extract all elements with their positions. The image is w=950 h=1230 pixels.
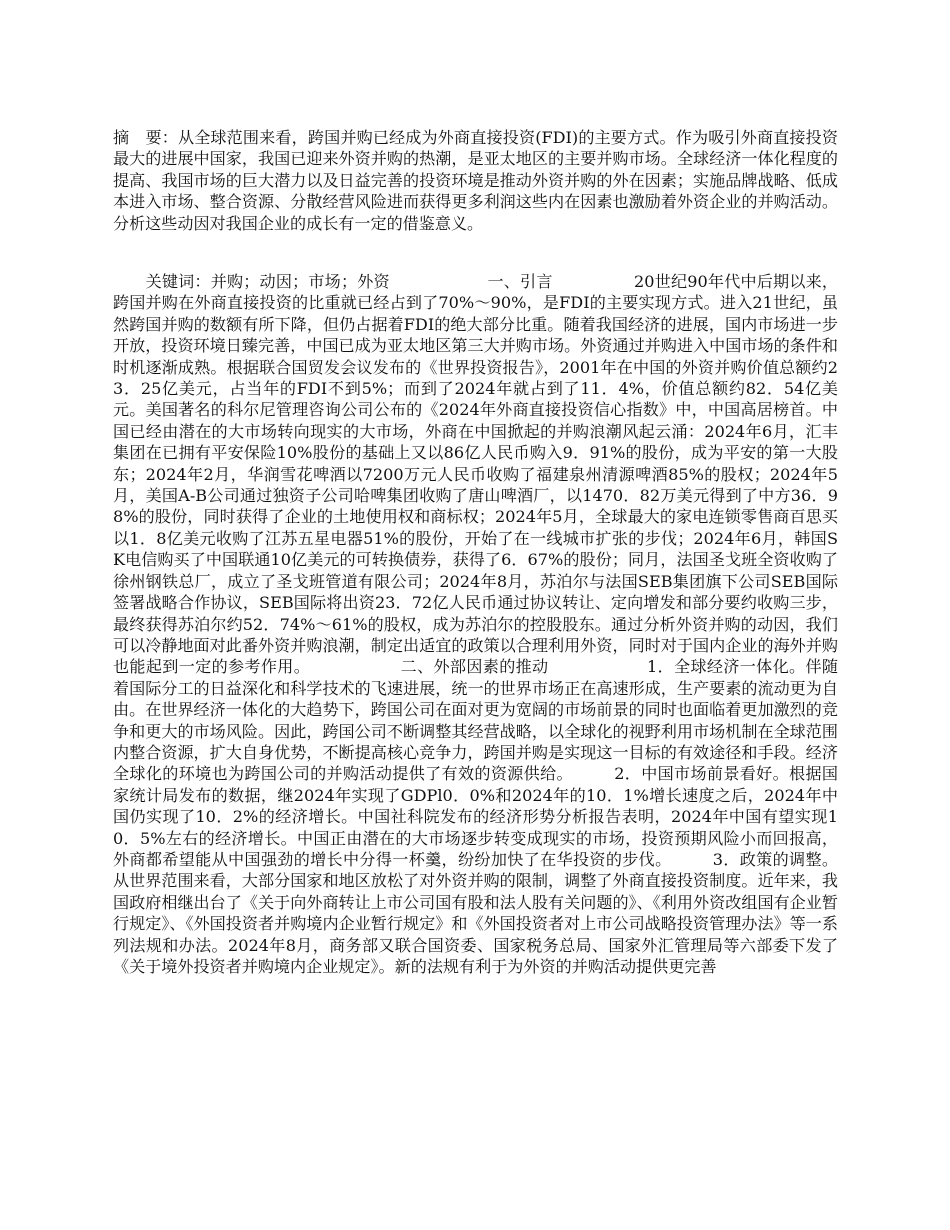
abstract-paragraph: 摘 要：从全球范围来看，跨国并购已经成为外商直接投资(FDI)的主要方式。作为吸引外商直接投资最大的进展中国家，我国已迎来外资并购的热潮，是亚太地区的主要并购市场。全球经济一体化程度的提高、我国市场的巨大潜力以及日益完善的投资环境是推动外资并购的外在因素；实施品牌战略、低成本进入市场、整合资源、分散经营风险进而获得更多利润这些内在因素也激励着外资企业的并购活动。分析这些动因对我国企业的成长有一定的借鉴意义。 [113, 128, 838, 233]
body-paragraph: 关键词：并购；动因；市场；外资 一、引言 20世纪90年代中后期以来，跨国并购在外商直接投资的比重就已经占到了70%～90%，是FDI的主要实现方式。进入21世纪，虽然跨国并购的数额有所下降，但仍占据着FDI的绝大部分比重。随着我国经济的进展，国内市场进一步开放，投资环境日臻完善，中国已成为亚太地区第三大并购市场。外资通过并购进入中国市场的条件和时机逐渐成熟。根据联合国贸发会议发布的《世界投资报告》，2001年在中国的外资并购价值总额约23．25亿美元，占当年的FDI不到5%；而到了2024年就占到了11．4%，价值总额约82．54亿美元。美国著名的科尔尼管理咨询公司公布的《2024年外商直接投资信心指数》中，中国高居榜首。中国已经由潜在的大市场转向现实的大市场，外商在中国掀起的并购浪潮风起云涌：2024年6月，汇丰集团在已拥有平安保险10%股份的基础上又以86亿人民币购入9．91%的股份，成为平安的第一大股东；2024年2月，华润雪花啤酒以7200万元人民币收购了福建泉州清源啤酒85%的股权；2024年5月，美国A-B公司通过独资子公司哈啤集团收购了唐山啤酒厂，以1470．82万美元得到了中方36．98%的股份，同时获得了企业的土地使用权和商标权；2024年5月，全球最大的家电连锁零售商百思买以1．8亿美元收购了江苏五星电器51%的股份，开始了在一线城市扩张的步伐；2024年6月，韩国SK电信购买了中国联通10亿美元的可转换债券，获得了6．67%的股份；同月，法国圣戈班全资收购了徐州钢铁总厂，成立了圣戈班管道有限公司；2024年8月，苏泊尔与法国SEB集团旗下公司SEB国际签署战略合作协议，SEB国际将出资23．72亿人民币通过协议转让、定向增发和部分要约收购三步，最终获得苏泊尔约52．74%～61%的股权，成为苏泊尔的控股股东。通过分析外资并购的动因，我们可以冷静地面对此番外资并购浪潮，制定出适宜的政策以合理利用外资，同时对于国内企业的海外并购也能起到一定的参考作用。 二、外部因素的推动 1．全球经济一体化。伴随着国际分工的日益深化和科学技术的飞速进展，统一的世界市场正在高速形成，生产要素的流动更为自由。在世界经济一体化的大趋势下，跨国公司在面对更为宽阔的市场前景的同时也面临着更加激烈的竞争和更大的市场风险。因此，跨国公司不断调整其经营战略，以全球化的视野利用市场机制在全球范围内整合资源，扩大自身优势，不断提高核心竞争力，跨国并购是实现这一目标的有效途径和手段。经济全球化的环境也为跨国公司的并购活动提供了有效的资源供给。 2．中国市场前景看好。根据国家统计局发布的数据，继2024年实现了GDPl0．0%和2024年的10．1%增长速度之后，2024年中国仍实现了10．2%的经济增长。中国社科院发布的经济形势分析报告表明，2024年中国有望实现10．5%左右的经济增长。中国正由潜在的大市场逐步转变成现实的市场，投资预期风险小而回报高，外商都希望能从中国强劲的增长中分得一杯羹，纷纷加快了在华投资的步伐。 3．政策的调整。从世界范围来看，大部分国家和地区放松了对外资并购的限制，调整了外商直接投资制度。近年来，我国政府相继出台了《关于向外商转让上市公司国有股和法人股有关问题的》、《利用外资改组国有企业暂行规定》、《外国投资者并购境内企业暂行规定》和《外国投资者对上市公司战略投资管理办法》等一系列法规和办法。2024年8月，商务部又联合国资委、国家税务总局、国家外汇管理局等六部委下发了《关于境外投资者并购境内企业规定》。新的法规有利于为外资的并购活动提供更完善 [113, 272, 838, 976]
